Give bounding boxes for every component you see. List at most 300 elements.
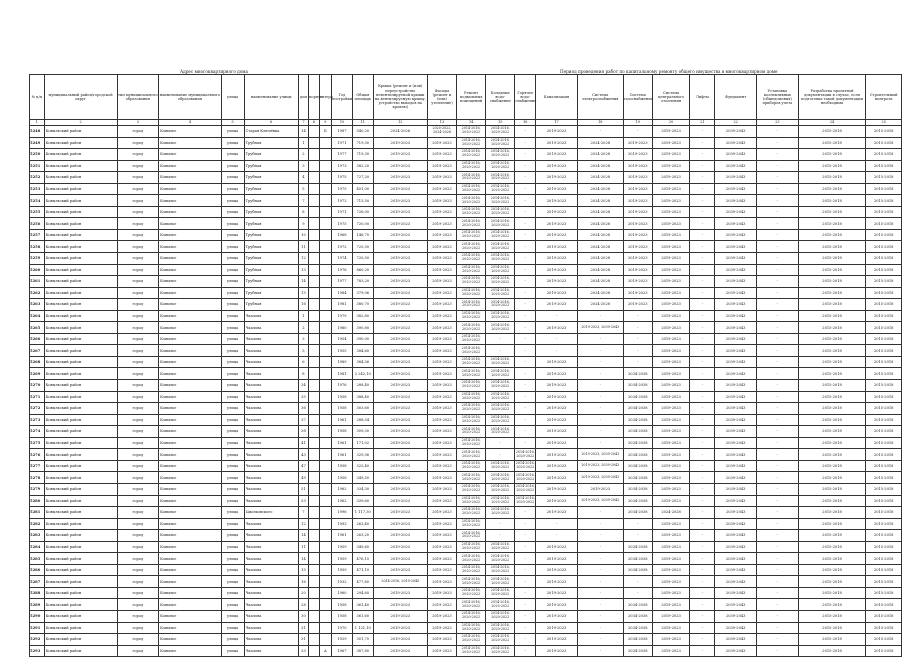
table-cell: 1961 [332, 414, 353, 426]
table-cell: 2015-2018 [866, 553, 902, 565]
table-cell: 2019-2023 [373, 495, 427, 507]
column-number: 24 [798, 120, 866, 126]
table-cell: Ковылье [159, 645, 222, 657]
column-number: 22 [715, 120, 757, 126]
table-cell [309, 403, 319, 415]
table-cell: 2015-2018 [866, 195, 902, 207]
table-cell: 2039-2043 [715, 229, 757, 241]
table-row [30, 449, 902, 461]
table-cell: 2015-2018 [866, 310, 902, 322]
table-cell: 5269 [30, 368, 45, 380]
table-cell: 2019-2023 [536, 587, 578, 599]
table-cell: 2015-2018 [798, 518, 866, 530]
table-row [30, 253, 902, 265]
column-number: 5 [221, 120, 244, 126]
table-cell: 5287 [30, 576, 45, 588]
table-cell [309, 264, 319, 276]
table-cell: 5289 [30, 599, 45, 611]
table-cell: 2024-2028 [577, 183, 623, 195]
table-cell: 2014-2016, 2020-2022 [515, 449, 536, 461]
table-cell: 31 [298, 622, 308, 634]
table-cell: 2019-2023 [536, 645, 578, 657]
table-cell: - [577, 576, 623, 588]
table-cell: город [117, 403, 159, 415]
table-cell: - [623, 310, 652, 322]
table-cell: - [515, 507, 536, 519]
table-cell: 2024-2028 [577, 253, 623, 265]
table-cell: 2034-2038 [623, 483, 652, 495]
table-cell: 2019-2023 [373, 634, 427, 646]
table-cell: Трубная [244, 172, 298, 184]
table-cell: 2015-2018 [798, 241, 866, 253]
table-cell: - [757, 218, 799, 230]
table-cell: 2019-2023 [373, 368, 427, 380]
table-cell: - [690, 530, 715, 542]
table-cell: 2019-2023 [536, 403, 578, 415]
table-cell: 2019-2023 [652, 634, 690, 646]
table-cell: - [577, 356, 623, 368]
table-cell: город [117, 276, 159, 288]
table-cell: 2019-2023 [652, 622, 690, 634]
table-cell [319, 460, 332, 472]
table-cell: 2019-2023 [373, 241, 427, 253]
column-number: 20 [652, 120, 690, 126]
table-cell: 2015-2018 [798, 149, 866, 161]
table-row [30, 380, 902, 392]
table-cell: Трубная [244, 206, 298, 218]
table-cell: город [117, 183, 159, 195]
table-cell: город [117, 541, 159, 553]
table-cell: Ковыльский район [44, 253, 117, 265]
table-cell [319, 172, 332, 184]
table-cell: 2019-2023 [373, 645, 427, 657]
table-cell [319, 160, 332, 172]
table-cell: 2014-2016, 2020-2022 [486, 287, 515, 299]
table-cell: Чкалова [244, 368, 298, 380]
table-cell: 5259 [30, 253, 45, 265]
table-cell: 2019-2023 [373, 449, 427, 461]
table-cell: 2034-2038 [623, 634, 652, 646]
table-cell: 2014-2016, 2020-2022 [515, 472, 536, 484]
table-cell: Чкалова [244, 345, 298, 357]
table-cell: 5276 [30, 449, 45, 461]
table-cell: 388,40 [352, 391, 373, 403]
table-cell: 2014-2016, 2020-2022 [486, 218, 515, 230]
table-cell: 301,70 [352, 634, 373, 646]
table-cell [319, 310, 332, 322]
table-cell: - [515, 599, 536, 611]
table-cell: 2019-2023 [427, 553, 456, 565]
table-cell: город [117, 426, 159, 438]
table-cell: 2014-2016, 2020-2022 [457, 553, 486, 565]
table-cell: 2014-2016, 2020-2022 [486, 576, 515, 588]
table-cell: улица [221, 322, 244, 334]
table-cell: Чкалова [244, 449, 298, 461]
table-cell: - [690, 460, 715, 472]
table-cell: 14 [298, 530, 308, 542]
table-cell: 2039-2043 [715, 622, 757, 634]
table-cell: Ковыльский район [44, 183, 117, 195]
table-cell: Ковылье [159, 345, 222, 357]
table-cell: Ковыльский район [44, 587, 117, 599]
table-cell: 2039-2043 [715, 172, 757, 184]
table-cell: 2039-2043 [715, 472, 757, 484]
table-cell: 2019-2023 [373, 310, 427, 322]
table-cell: 1971 [332, 137, 353, 149]
table-cell: Трубная [244, 137, 298, 149]
table-cell: Чкалова [244, 587, 298, 599]
table-cell: 2019-2023, 2039-2043 [577, 495, 623, 507]
table-cell [319, 391, 332, 403]
table-cell: 1958 [332, 460, 353, 472]
table-cell: 2019-2023 [427, 218, 456, 230]
table-cell: 2015-2018 [798, 160, 866, 172]
table-cell: 2014-2016, 2020-2022 [457, 322, 486, 334]
column-number: 1 [30, 120, 45, 126]
table-cell: 14 [298, 126, 308, 138]
table-cell: 2019-2023 [652, 391, 690, 403]
table-cell: Ковылье [159, 241, 222, 253]
table-cell: Ковыльский район [44, 229, 117, 241]
table-cell: улица [221, 206, 244, 218]
table-cell: 2034-2038 [623, 437, 652, 449]
table-cell: 15 [298, 564, 308, 576]
table-cell: Ковыльский район [44, 576, 117, 588]
table-cell: 2039-2043 [715, 391, 757, 403]
table-cell: улица [221, 345, 244, 357]
table-cell: 4 [298, 172, 308, 184]
table-cell: 2015-2018 [866, 541, 902, 553]
table-cell: 2019-2023 [652, 160, 690, 172]
table-cell [309, 587, 319, 599]
table-cell: 2014-2016, 2020-2022 [457, 437, 486, 449]
table-cell: 2019-2023 [427, 507, 456, 519]
table-cell: 2019-2023 [427, 530, 456, 542]
table-cell: 2019-2023 [427, 460, 456, 472]
table-cell: Чкалова [244, 553, 298, 565]
table-cell: 2019-2023 [536, 206, 578, 218]
table-cell: - [577, 634, 623, 646]
table-cell: 2019-2023 [652, 518, 690, 530]
table-cell: 2015-2018 [866, 380, 902, 392]
table-cell: 2015-2018 [798, 345, 866, 357]
table-cell [309, 160, 319, 172]
table-cell: 2015-2018 [798, 183, 866, 195]
table-cell: 146,70 [352, 229, 373, 241]
table-cell: 2019-2023 [623, 287, 652, 299]
table-cell: улица [221, 287, 244, 299]
table-cell: 51 [298, 483, 308, 495]
table-cell: 2014-2016, 2020-2022 [486, 322, 515, 334]
table-cell: 2014-2016, 2020-2022 [457, 460, 486, 472]
table-cell: Ковыльский район [44, 541, 117, 553]
table-cell: 14 [298, 553, 308, 565]
table-cell: 2015-2018 [866, 137, 902, 149]
table-cell [319, 472, 332, 484]
header-row [30, 75, 902, 120]
table-cell: 2014-2016, 2020-2022 [486, 195, 515, 207]
table-cell: - [536, 333, 578, 345]
table-cell: город [117, 414, 159, 426]
table-cell: 1960 [332, 587, 353, 599]
table-cell [309, 495, 319, 507]
table-cell: 37 [298, 414, 308, 426]
table-cell: улица [221, 183, 244, 195]
table-cell: - [515, 160, 536, 172]
table-cell: 725,50 [352, 241, 373, 253]
table-cell: 2014-2016, 2020-2022 [486, 460, 515, 472]
table-cell: - [690, 518, 715, 530]
table-row [30, 137, 902, 149]
table-cell: 5264 [30, 310, 45, 322]
table-cell: 2015-2018 [798, 276, 866, 288]
table-cell: Ковылье [159, 622, 222, 634]
table-cell: 387,80 [352, 645, 373, 657]
table-cell: Старая Ключёвка [244, 126, 298, 138]
table-cell: - [577, 333, 623, 345]
table-cell: 41 [298, 437, 308, 449]
table-cell: город [117, 449, 159, 461]
table-cell: 5 [298, 183, 308, 195]
table-cell: 1981 [332, 368, 353, 380]
table-cell: 2015-2018 [866, 299, 902, 311]
table-row [30, 149, 902, 161]
table-cell: Чкалова [244, 495, 298, 507]
table-cell: - [690, 322, 715, 334]
table-cell: 2039-2043 [715, 264, 757, 276]
table-cell: - [515, 345, 536, 357]
table-cell: 2019-2023 [427, 610, 456, 622]
table-cell: 2019-2023 [427, 299, 456, 311]
table-cell: 2019-2023 [536, 183, 578, 195]
table-cell: город [117, 460, 159, 472]
table-cell: 2039-2043 [715, 576, 757, 588]
table-cell: город [117, 391, 159, 403]
table-cell: - [690, 264, 715, 276]
table-cell: Ковылье [159, 160, 222, 172]
table-cell: Ковыльский район [44, 495, 117, 507]
table-cell: - [690, 403, 715, 415]
table-cell: 2015-2018 [798, 599, 866, 611]
table-cell [309, 599, 319, 611]
table-cell [319, 218, 332, 230]
table-cell [319, 195, 332, 207]
table-cell: Ковылье [159, 183, 222, 195]
table-cell: Ковыльский район [44, 276, 117, 288]
table-cell: 2019-2023 [652, 541, 690, 553]
table-cell: 5282 [30, 518, 45, 530]
table-cell: 2015-2018 [798, 380, 866, 392]
table-cell: - [515, 530, 536, 542]
table-cell: 5265 [30, 322, 45, 334]
column-header: Ремонт подвальных помещений [457, 75, 486, 120]
table-cell: 2014-2016, 2020-2022 [486, 206, 515, 218]
table-cell: 384,60 [352, 345, 373, 357]
table-cell: 1975 [332, 172, 353, 184]
table-cell: 2019-2023 [427, 483, 456, 495]
table-cell: - [690, 126, 715, 138]
table-cell: - [690, 472, 715, 484]
table-cell: 2019-2023 [652, 333, 690, 345]
table-cell: Ковыльский район [44, 610, 117, 622]
table-cell: Ковыльский район [44, 530, 117, 542]
table-cell: Ковылье [159, 310, 222, 322]
table-cell: - [757, 149, 799, 161]
table-cell: 2019-2023 [427, 345, 456, 357]
table-cell: 2019-2023 [536, 599, 578, 611]
table-cell: Ковыльский район [44, 287, 117, 299]
table-cell: 2014-2016, 2020-2022 [457, 599, 486, 611]
table-cell: 2015-2018 [866, 437, 902, 449]
table-cell: 384,56 [352, 356, 373, 368]
table-cell: 2019-2023 [427, 368, 456, 380]
table-cell: - [690, 310, 715, 322]
table-cell: 2024-2028 [577, 195, 623, 207]
table-cell: город [117, 253, 159, 265]
table-cell: город [117, 622, 159, 634]
table-cell: 1961 [332, 449, 353, 461]
table-cell: 171,02 [352, 437, 373, 449]
table-cell: 2019-2023 [373, 172, 427, 184]
table-cell: 2019-2023 [536, 241, 578, 253]
table-row [30, 172, 902, 184]
table-cell: 720,50 [352, 253, 373, 265]
table-cell: 2015-2018 [798, 356, 866, 368]
table-cell: 2039-2043 [715, 449, 757, 461]
table-cell [319, 599, 332, 611]
column-number: 18 [577, 120, 623, 126]
column-number: 12 [373, 120, 427, 126]
table-cell: 1975 [332, 183, 353, 195]
table-cell: Ковылье [159, 391, 222, 403]
table-cell: 2019-2023 [536, 460, 578, 472]
table-cell: - [486, 530, 515, 542]
table-cell: - [757, 276, 799, 288]
table-cell: 2039-2043 [715, 195, 757, 207]
table-cell: Ковылье [159, 322, 222, 334]
table-cell: Чкалова [244, 391, 298, 403]
table-cell: 1 121,10 [352, 622, 373, 634]
table-cell: 2019-2023 [652, 472, 690, 484]
table-cell: - [515, 634, 536, 646]
table-cell: 2014-2016, 2020-2022 [457, 564, 486, 576]
table-cell: 5270 [30, 380, 45, 392]
table-cell: - [515, 183, 536, 195]
table-cell: город [117, 645, 159, 657]
table-cell: 2039-2043 [715, 564, 757, 576]
table-cell: 2015-2018 [866, 276, 902, 288]
table-cell: - [757, 507, 799, 519]
table-row [30, 518, 902, 530]
table-cell [309, 137, 319, 149]
table-cell: Трубная [244, 287, 298, 299]
table-cell: 2019-2023 [373, 276, 427, 288]
table-cell: 2014-2016, 2020-2022 [486, 126, 515, 138]
table-cell: 1972 [332, 241, 353, 253]
table-cell: 2019-2023 [427, 356, 456, 368]
column-number: 6 [244, 120, 298, 126]
table-cell: 2019-2023 [652, 172, 690, 184]
table-cell: 2039-2043 [715, 299, 757, 311]
table-cell: - [577, 437, 623, 449]
table-row [30, 391, 902, 403]
table-cell: 2014-2016, 2020-2022 [457, 449, 486, 461]
table-cell: 2019-2023 [373, 622, 427, 634]
table-cell: 476,15 [352, 553, 373, 565]
table-cell: 2015-2018 [798, 622, 866, 634]
table-cell: - [690, 276, 715, 288]
table-cell [309, 183, 319, 195]
table-cell: Чкалова [244, 622, 298, 634]
table-cell: 2019-2023 [652, 287, 690, 299]
table-cell: 5292 [30, 634, 45, 646]
table-cell [309, 299, 319, 311]
table-cell: 5272 [30, 403, 45, 415]
table-cell: 53 [298, 495, 308, 507]
table-cell: 2014-2016, 2020-2022 [457, 160, 486, 172]
table-cell: Ковылье [159, 172, 222, 184]
table-row [30, 599, 902, 611]
table-cell [319, 576, 332, 588]
table-cell: 5249 [30, 137, 45, 149]
table-cell: 2014-2016, 2020-2022 [515, 460, 536, 472]
table-cell [309, 206, 319, 218]
table-cell [309, 322, 319, 334]
table-cell: 1958 [332, 472, 353, 484]
table-cell: 5 [298, 345, 308, 357]
table-cell: 38 [298, 426, 308, 438]
table-cell: - [515, 149, 536, 161]
table-cell: 28 [298, 599, 308, 611]
table-cell: - [577, 426, 623, 438]
table-cell: 5285 [30, 553, 45, 565]
column-header: Лифты [690, 75, 715, 120]
table-cell: Чкалова [244, 437, 298, 449]
table-cell: Чкалова [244, 380, 298, 392]
table-cell: 1954 [332, 333, 353, 345]
table-cell: город [117, 599, 159, 611]
table-cell: Ковылье [159, 333, 222, 345]
table-cell: Ковылье [159, 553, 222, 565]
table-cell: город [117, 126, 159, 138]
table-cell: 2014-2016, 2020-2022 [457, 541, 486, 553]
table-cell: 2015-2018 [866, 264, 902, 276]
table-cell [319, 287, 332, 299]
table-cell: Ковылье [159, 356, 222, 368]
table-cell: 382,80 [352, 310, 373, 322]
table-cell: - [577, 310, 623, 322]
table-cell: 2039-2043 [715, 553, 757, 565]
table-cell: - [515, 587, 536, 599]
table-cell [309, 460, 319, 472]
table-cell: 2019-2023 [652, 126, 690, 138]
column-number: 9 [319, 120, 332, 126]
column-number: 21 [690, 120, 715, 126]
table-cell: 2019-2023 [536, 160, 578, 172]
table-cell: Ковылье [159, 634, 222, 646]
table-cell: Чкалова [244, 333, 298, 345]
table-cell [319, 634, 332, 646]
table-row [30, 587, 902, 599]
table-cell: улица [221, 530, 244, 542]
table-cell: 2039-2043 [715, 610, 757, 622]
table-cell: Ковылье [159, 368, 222, 380]
table-cell: 2019-2023 [652, 368, 690, 380]
table-cell: 2019-2023 [373, 206, 427, 218]
table-cell [309, 368, 319, 380]
table-cell: 2019-2023 [373, 541, 427, 553]
table-cell: 2019-2023 [652, 356, 690, 368]
